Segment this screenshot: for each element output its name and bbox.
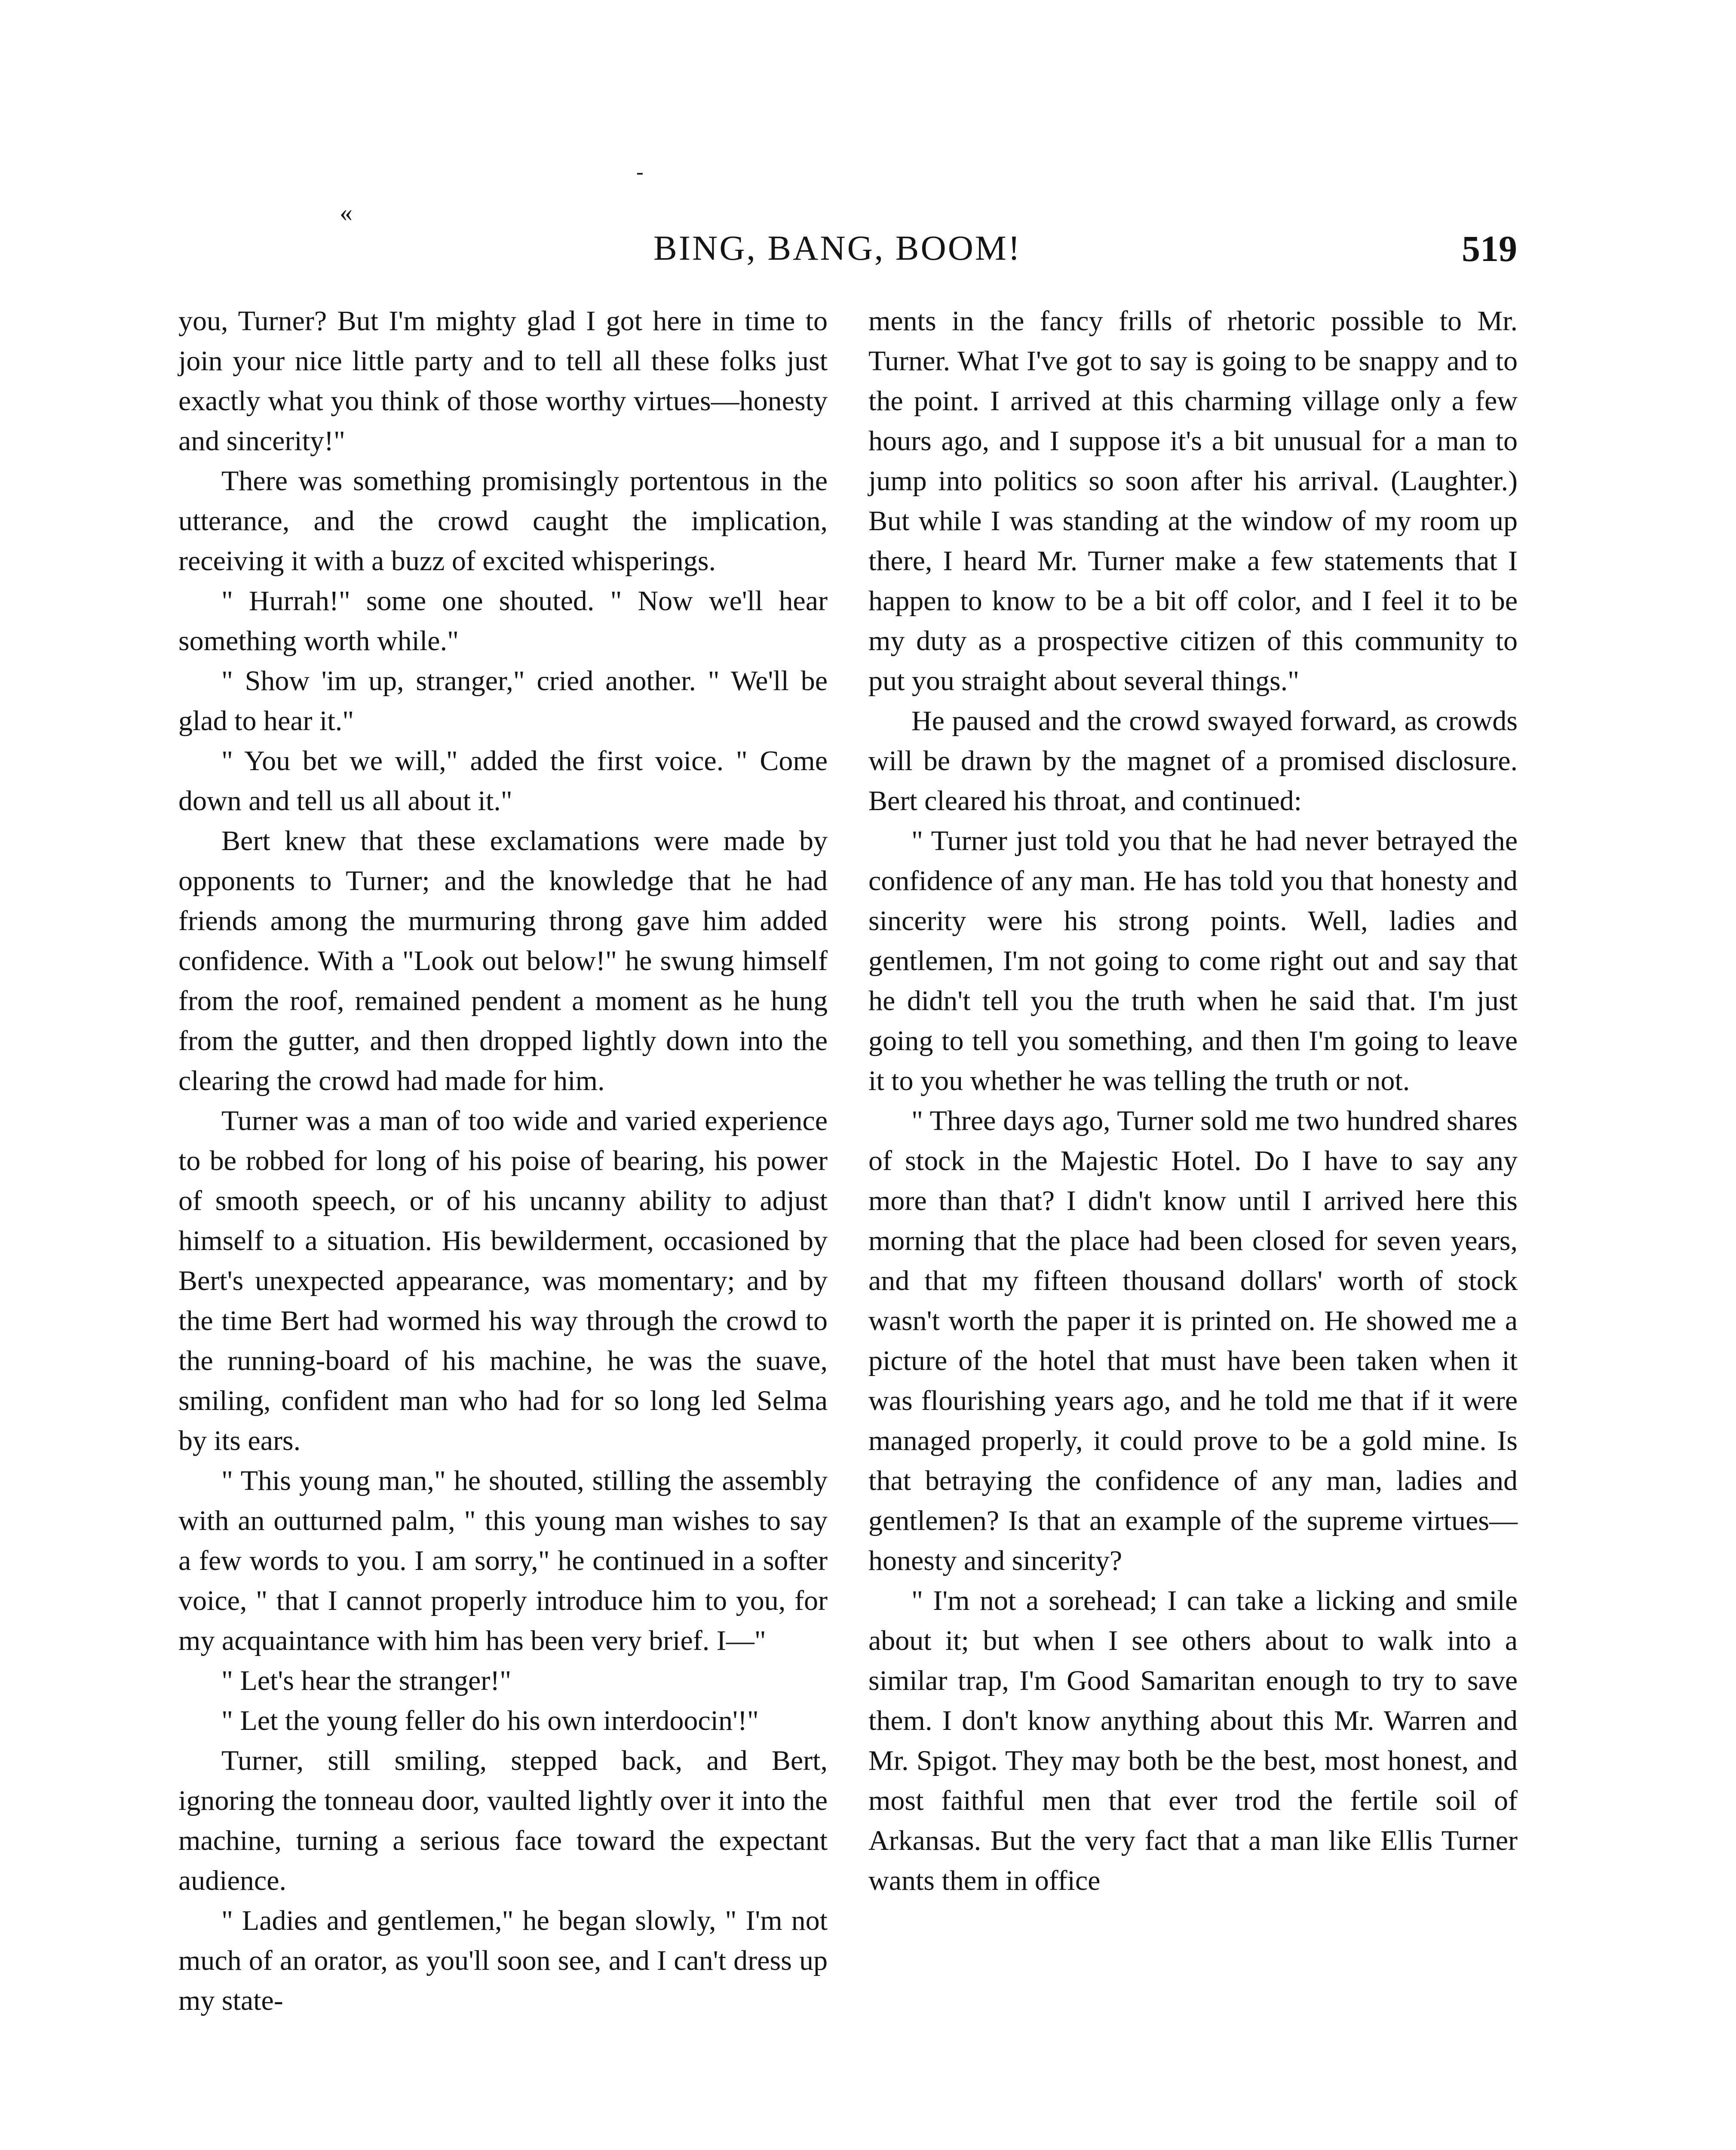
paragraph: " Three days ago, Turner sold me two hundred shares of stock in the Majestic Hotel. Do I have to say any more than that? I didn't know until I arrived here this morning that the place had been closed for seven years, and that my fifteen thousand dollars' worth of stock wasn't worth the paper it is printed on. He showed me a picture of the hotel that must have been taken when it was flourishing years ago, and he told me that if it were managed properly, it could prove to be a gold mine. Is that betraying the confidence of any man, ladies and gentlemen? Is that an example of the supreme virtues—honesty and sincerity? [868, 1105, 1518, 1576]
margin-mark: « [340, 198, 353, 227]
left-column [178, 301, 828, 2150]
paragraph: " Let the young feller do his own interdoocin'!" [221, 1705, 759, 1736]
paragraph: " Show 'im up, stranger," cried another. " We'll be glad to hear it." [178, 665, 828, 737]
paragraph: " Ladies and gentlemen," he began slowly, " I'm not much of an orator, as you'll soon see, and I can't dress up my state- [178, 1905, 828, 2016]
paragraph: you, Turner? But I'm mighty glad I got here in time to join your nice little party and to tell all these folks just exactly what you think of those worthy virtues—honesty and sincerity!" [178, 305, 828, 457]
paragraph: " I'm not a sorehead; I can take a licking and smile about it; but when I see others about to walk into a similar trap, I'm Good Samaritan enough to try to save them. I don't know anything about this Mr. Warren and Mr. Spigot. They may both be the best, most honest, and most faithful men that ever trod the fertile soil of Arkansas. But the very fact that a man like Ellis Turner wants them in office [868, 1585, 1518, 1896]
paragraph: " You bet we will," added the first voice. " Come down and tell us all about it." [178, 745, 828, 817]
page-number: 519 [1462, 228, 1517, 269]
paragraph: " This young man," he shouted, stilling the assembly with an outturned palm, " this young man wishes to say a few words to you. I am sorry," he continued in a softer voice, " that I cannot properly introduce him to you, for my acquaintance with him has been very brief. I—" [178, 1465, 828, 1656]
margin-dash: - [636, 160, 644, 184]
paragraph: " Let's hear the stranger!" [221, 1665, 512, 1696]
paragraph: ments in the fancy frills of rhetoric possible to Mr. Turner. What I've got to say is going to be snappy and to the point. I arrived at this charming village only a few hours ago, and I suppose it's a bit unusual for a man to jump into politics so soon after his arrival. (Laughter.) But while I was standing at the window of my room up there, I heard Mr. Turner make a few statements that I happen to know to be a bit off color, and I feel it to be my duty as a prospective citizen of this community to put you straight about several things." [868, 305, 1518, 697]
paragraph: Turner, still smiling, stepped back, and Bert, ignoring the tonneau door, vaulted lightly over it into the machine, turning a serious face toward the expectant audience. [178, 1745, 828, 1896]
right-column [868, 301, 1518, 2150]
paragraph: There was something promisingly portentous in the utterance, and the crowd caught the implication, receiving it with a buzz of excited whisperings. [178, 465, 828, 577]
paragraph: Bert knew that these exclamations were made by opponents to Turner; and the knowledge that he had friends among the murmuring throng gave him added confidence. With a "Look out below!" he swung himself from the roof, remained pendent a moment as he hung from the gutter, and then dropped lightly down into the clearing the crowd had made for him. [178, 825, 828, 1096]
paragraph: " Turner just told you that he had never betrayed the confidence of any man. He has told you that honesty and sincerity were his strong points. Well, ladies and gentlemen, I'm not going to come right out and say that he didn't tell you the truth when he said that. I'm just going to tell you something, and then I'm going to leave it to you whether he was telling the truth or not. [868, 825, 1518, 1096]
paragraph: " Hurrah!" some one shouted. " Now we'll hear something worth while." [178, 585, 828, 657]
paragraph: Turner was a man of too wide and varied experience to be robbed for long of his poise of bearing, his power of smooth speech, or of his uncanny ability to adjust himself to a situation. His bewilderment, occasioned by Bert's unexpected appearance, was momentary; and by the time Bert had wormed his way through the crowd to the running-board of his machine, he was the suave, smiling, confident man who had for so long led Selma by its ears. [178, 1105, 828, 1456]
paragraph: He paused and the crowd swayed forward, as crowds will be drawn by the magnet of a promised disclosure. Bert cleared his throat, and continued: [868, 705, 1518, 817]
running-head: BING, BANG, BOOM! [653, 228, 1022, 267]
